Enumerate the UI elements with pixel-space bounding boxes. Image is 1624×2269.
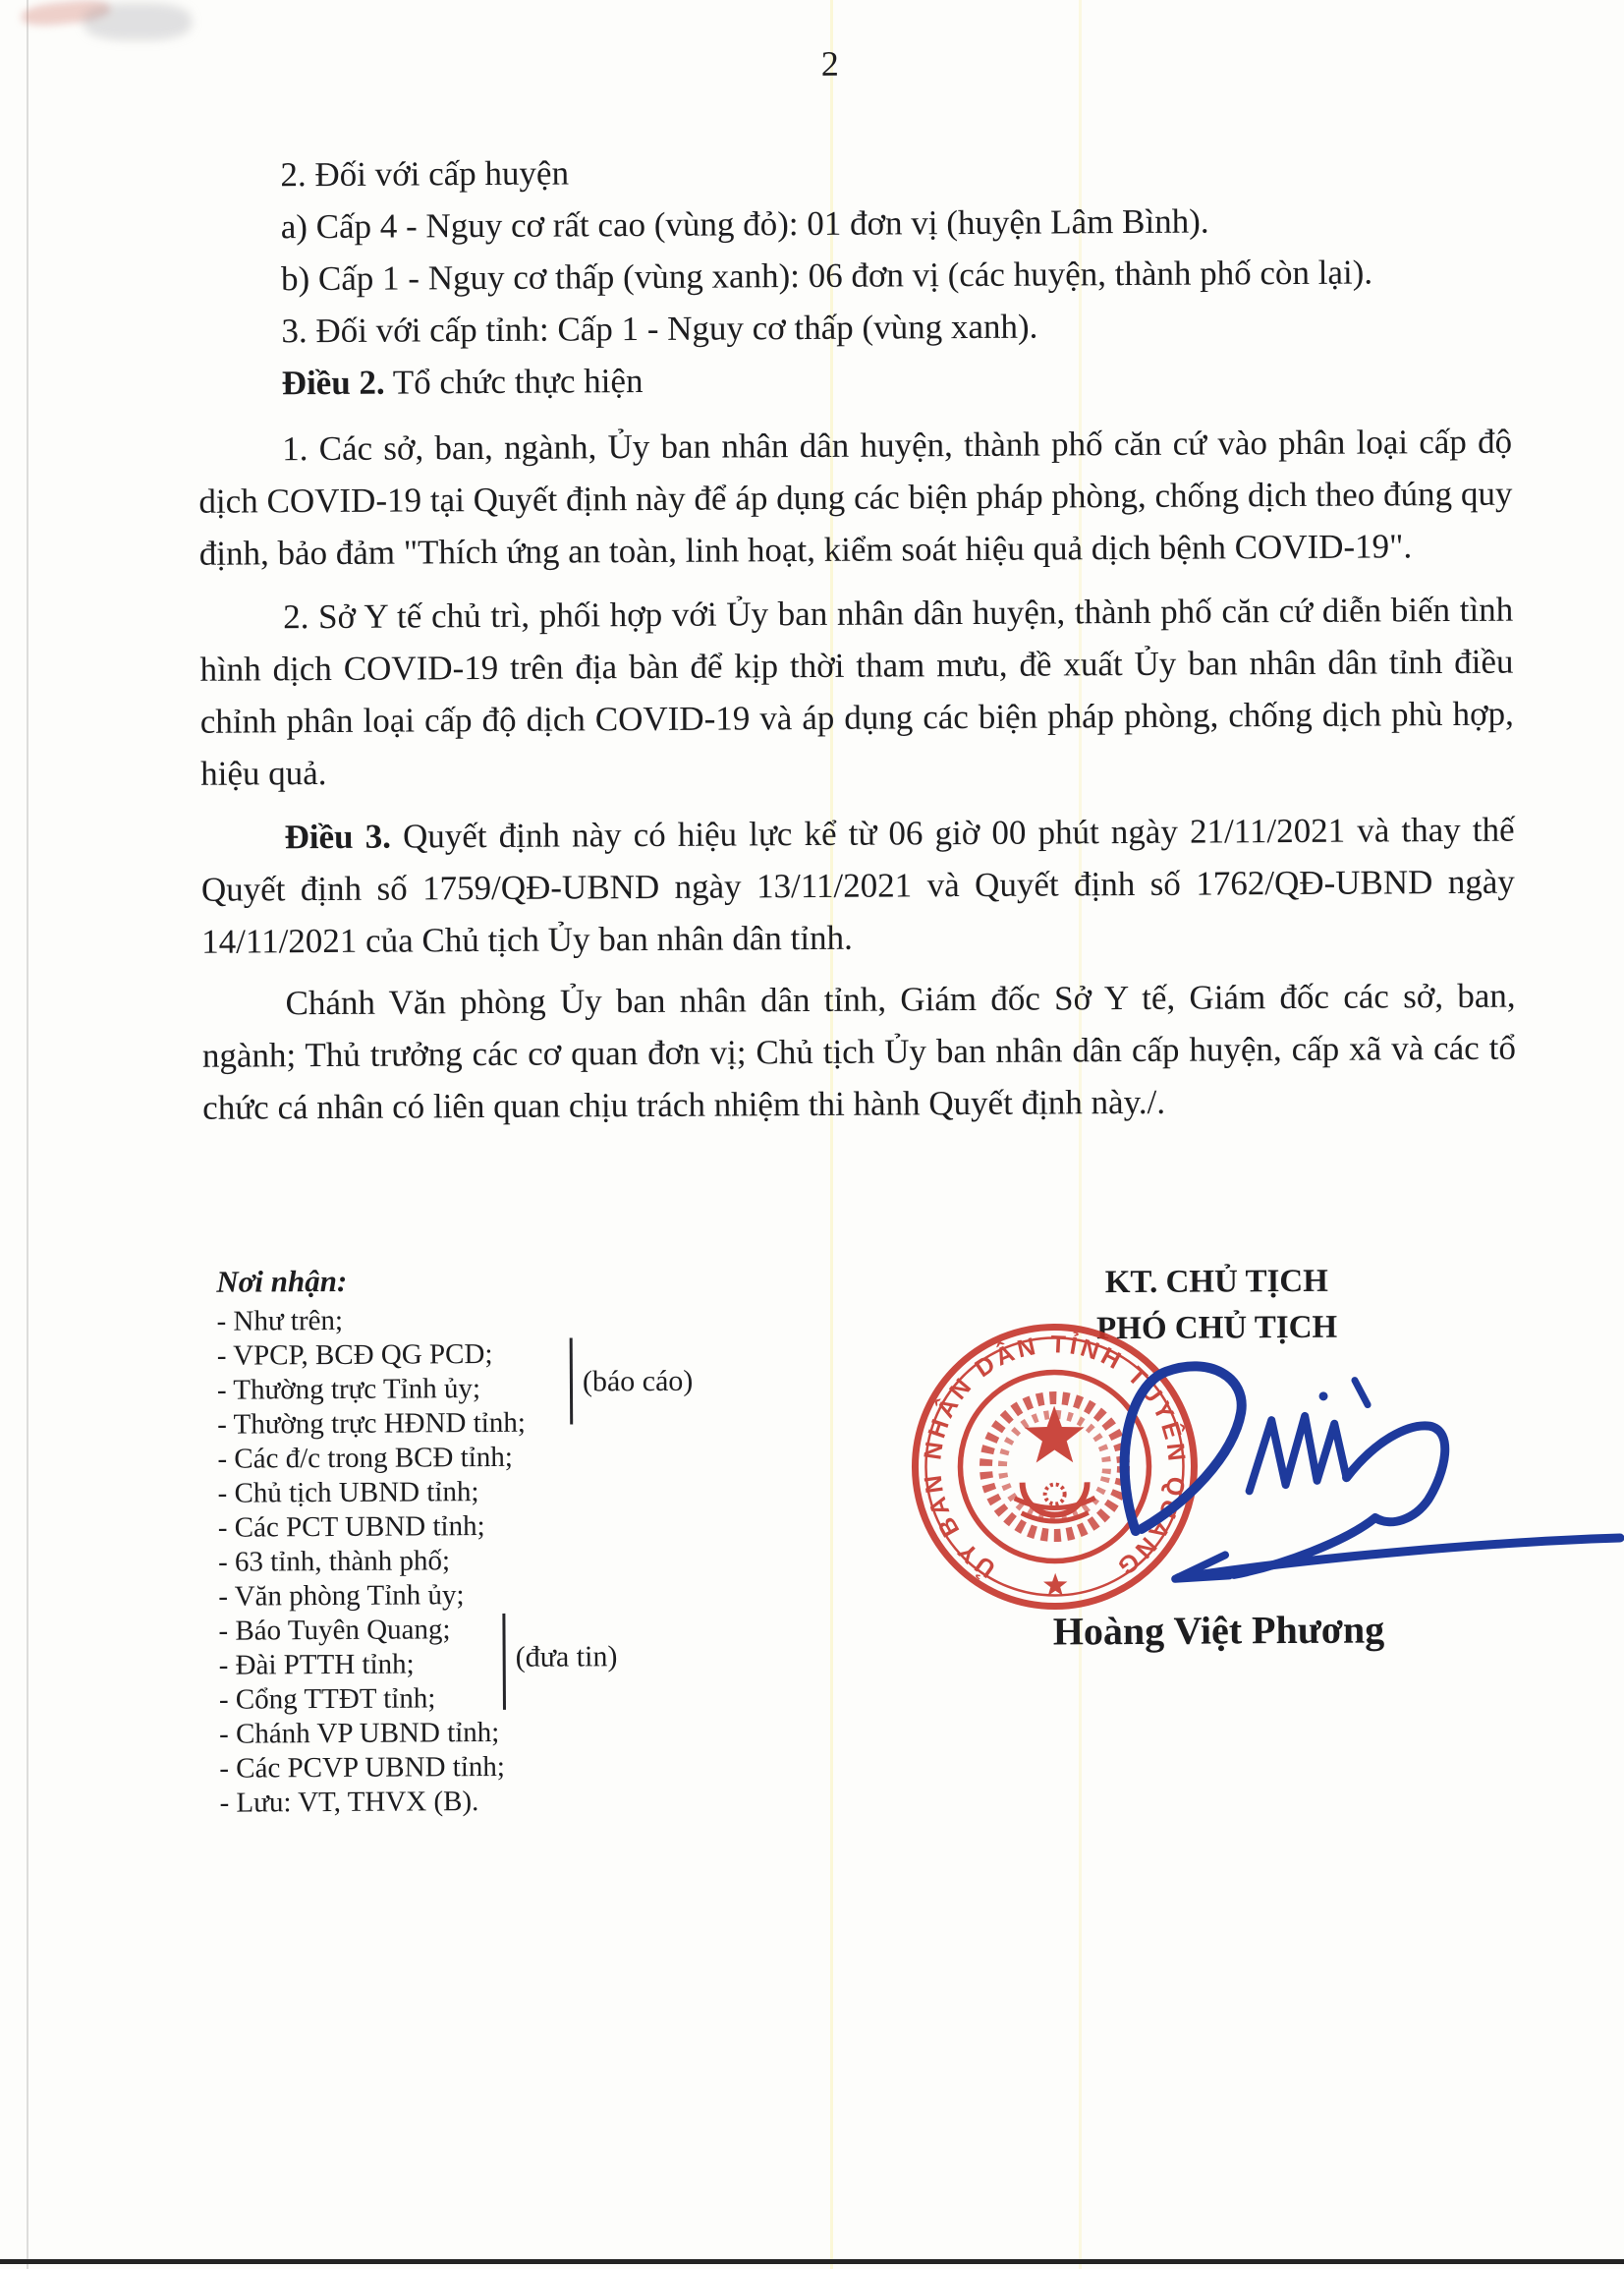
news-group-bracket	[502, 1614, 506, 1710]
clause-b-level1: b) Cấp 1 - Nguy cơ thấp (vùng xanh): 06 đơn vị (các huyện, thành phố còn lại).	[280, 253, 1373, 299]
article-2-label: Điều 2.	[281, 363, 385, 403]
report-note: (báo cáo)	[582, 1364, 694, 1398]
implementation-paragraph: Chánh Văn phòng Ủy ban nhân dân tỉnh, Giám đốc Sở Y tế, Giám đốc các sở, ban, ngành; Thủ trưởng các cơ quan đơn vị; Chủ tịch Ủy ban nhân dân cấp huyện, cấp xã và các tổ chức cá nhân có liên quan chịu trách nhiệm thi hành Quyết định này./.	[201, 976, 1517, 1127]
article-2-paragraph-2: 2. Sở Y tế chủ trì, phối hợp với Ủy ban nhân dân huyện, thành phố căn cứ diễn biến tình hình dịch COVID-19 trên địa bàn để kịp thời tham mưu, đề xuất Ủy ban nhân dân tỉnh điều chỉnh phân loại cấp độ dịch COVID-19 và áp dụng các biện pháp phòng, chống dịch phù hợp, hiệu quả.	[199, 590, 1514, 793]
clause-2-huyen: 2. Đối với cấp huyện	[280, 153, 570, 195]
signature-dot	[1319, 1391, 1328, 1400]
article-3-paragraph	[200, 804, 1515, 968]
recipient-item: - Các đ/c trong BCĐ tỉnh;	[217, 1441, 513, 1475]
recipients-block	[216, 1262, 681, 1821]
pho-chu-tich-line: PHÓ CHỦ TỊCH	[1095, 1309, 1338, 1347]
recipient-item: - Thường trực Tỉnh ủy;	[216, 1373, 481, 1406]
signature-arrowhead	[1175, 1555, 1229, 1578]
signature-accent	[1355, 1381, 1368, 1405]
recipients-header: Nơi nhận:	[216, 1263, 348, 1299]
signer-name: Hoàng Việt Phương	[1052, 1607, 1385, 1654]
recipient-item: - Các PCT UBND tỉnh;	[217, 1510, 485, 1544]
article-3-text: Quyết định này có hiệu lực kể từ 06 giờ 00 phút ngày 21/11/2021 và thay thế Quyết định số 1759/QĐ-UBND ngày 13/11/2021 và Quyết định số 1762/QĐ-UBND ngày 14/11/2021 của Chủ tịch Ủy ban nhân dân tỉnh.	[200, 810, 1515, 961]
article-2-heading	[198, 350, 1512, 410]
recipient-item: - Chánh VP UBND tỉnh;	[219, 1716, 500, 1750]
recipient-item: - Đài PTTH tỉnh;	[218, 1648, 415, 1681]
recipient-item: - Như trên;	[216, 1304, 344, 1337]
recipient-item: - VPCP, BCĐ QG PCD;	[216, 1337, 493, 1372]
recipient-item: - Văn phòng Tỉnh ủy;	[218, 1579, 465, 1613]
recipient-item: - 63 tỉnh, thành phố;	[217, 1545, 451, 1578]
recipient-item: - Các PCVP UBND tỉnh;	[219, 1750, 505, 1785]
article-2-paragraph-1: 1. Các sở, ban, ngành, Ủy ban nhân dân huyện, thành phố căn cứ vào phân loại cấp độ dịch COVID-19 tại Quyết định này để áp dụng các biện pháp phòng, chống dịch theo đúng quy định, bảo đảm "Thích ứng an toàn, linh hoạt, kiểm soát hiệu quả dịch bệnh COVID-19".	[198, 422, 1513, 573]
article-3-label: Điều 3.	[284, 817, 392, 857]
clause-a-level4: a) Cấp 4 - Nguy cơ rất cao (vùng đỏ): 01 đơn vị (huyện Lâm Bình).	[280, 201, 1209, 247]
seal-circular-text: ỦY BAN NHÂN DÂN TỈNH TUYÊN QUANG	[919, 1331, 1191, 1583]
recipient-item: - Chủ tịch UBND tỉnh;	[217, 1476, 479, 1509]
signature-underline	[1178, 1538, 1620, 1578]
kt-chu-tich-line: KT. CHỦ TỊCH	[1104, 1263, 1328, 1301]
scan-bottom-edge-line	[0, 2259, 1624, 2264]
news-note: (đưa tin)	[515, 1640, 618, 1673]
recipient-item: - Báo Tuyên Quang;	[218, 1614, 451, 1647]
recipient-item: - Thường trực HĐND tỉnh;	[217, 1406, 526, 1441]
recipient-item: - Cổng TTĐT tỉnh;	[218, 1682, 436, 1716]
signature-spikes	[1249, 1416, 1346, 1492]
page-number: 2	[820, 43, 839, 84]
document-body	[196, 142, 1516, 1134]
clause-3-tinh: 3. Đối với cấp tỉnh: Cấp 1 - Nguy cơ thấp (vùng xanh).	[281, 307, 1038, 351]
report-group-bracket	[570, 1337, 574, 1424]
recipient-item: - Lưu: VT, THVX (B).	[219, 1786, 479, 1819]
handwritten-signature	[985, 1332, 1624, 1611]
article-2-title: Tổ chức thực hiện	[384, 362, 644, 402]
signature-loop	[1124, 1366, 1243, 1531]
